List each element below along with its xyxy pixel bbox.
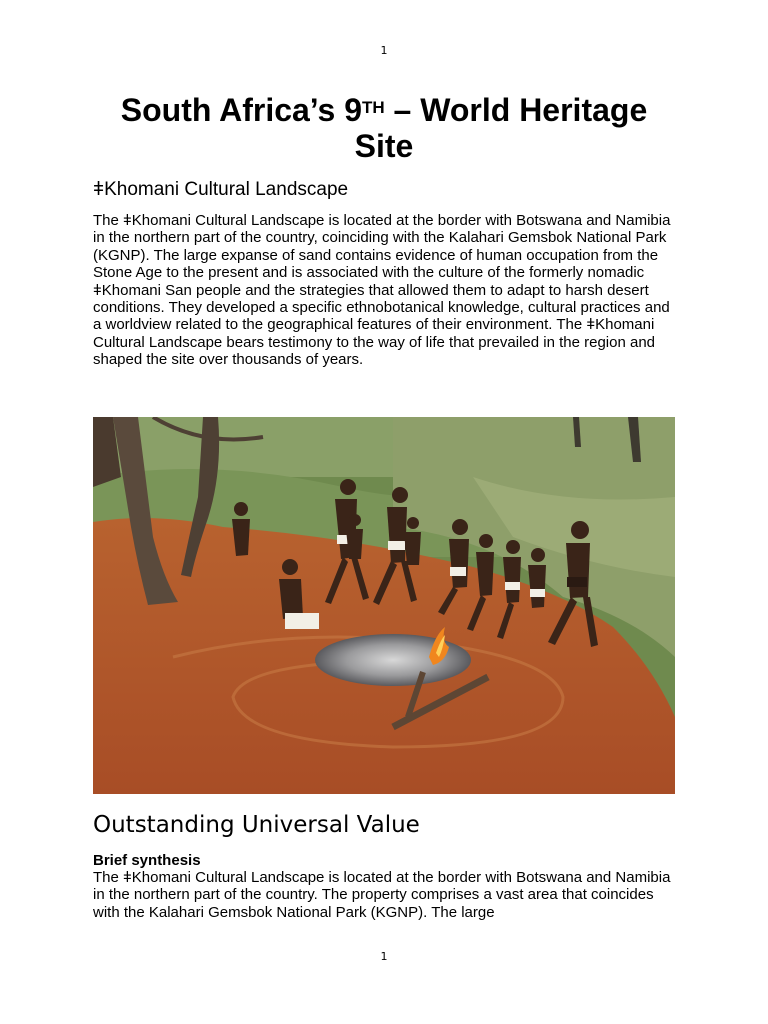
page-title [93,92,675,164]
intro-paragraph: The ǂKhomani Cultural Landscape is located at the border with Botswana and Namibia in the northern part of the country, coinciding with the Kalahari Gemsbok National Park (KGNP). The large expanse of sand contains evidence of human occupation from the Stone Age to the present and is associated with the culture of the formerly nomadic ǂKhomani San people and the strategies that allowed them to adapt to harsh desert conditions. They developed a specific ethnobotanical knowledge, cultural practices and a worldview related to the geographical features of their environment. The ǂKhomani Cultural Landscape bears testimony to the way of life that prevailed in the region and shaped the site over thousands of years. [93,212,671,369]
page-number-top: 1 [380,44,388,57]
subtitle: ǂKhomani Cultural Landscape [93,179,349,200]
title-main: South Africa’s 9 [120,92,362,128]
subheading-brief-synthesis: Brief synthesis [93,852,201,869]
page-number-bottom: 1 [380,950,388,963]
photo-san-people-dancing [93,417,675,794]
title-rest: – World Heritage Site [354,92,648,164]
title-superscript: TH [361,98,385,117]
section-heading-outstanding-universal-value: Outstanding Universal Value [93,812,420,838]
synthesis-paragraph: The ǂKhomani Cultural Landscape is located at the border with Botswana and Namibia in the northern part of the country. The property comprises a vast area that coincides with the Kalahari Gemsbok National Park (KGNP). The large [93,869,671,921]
